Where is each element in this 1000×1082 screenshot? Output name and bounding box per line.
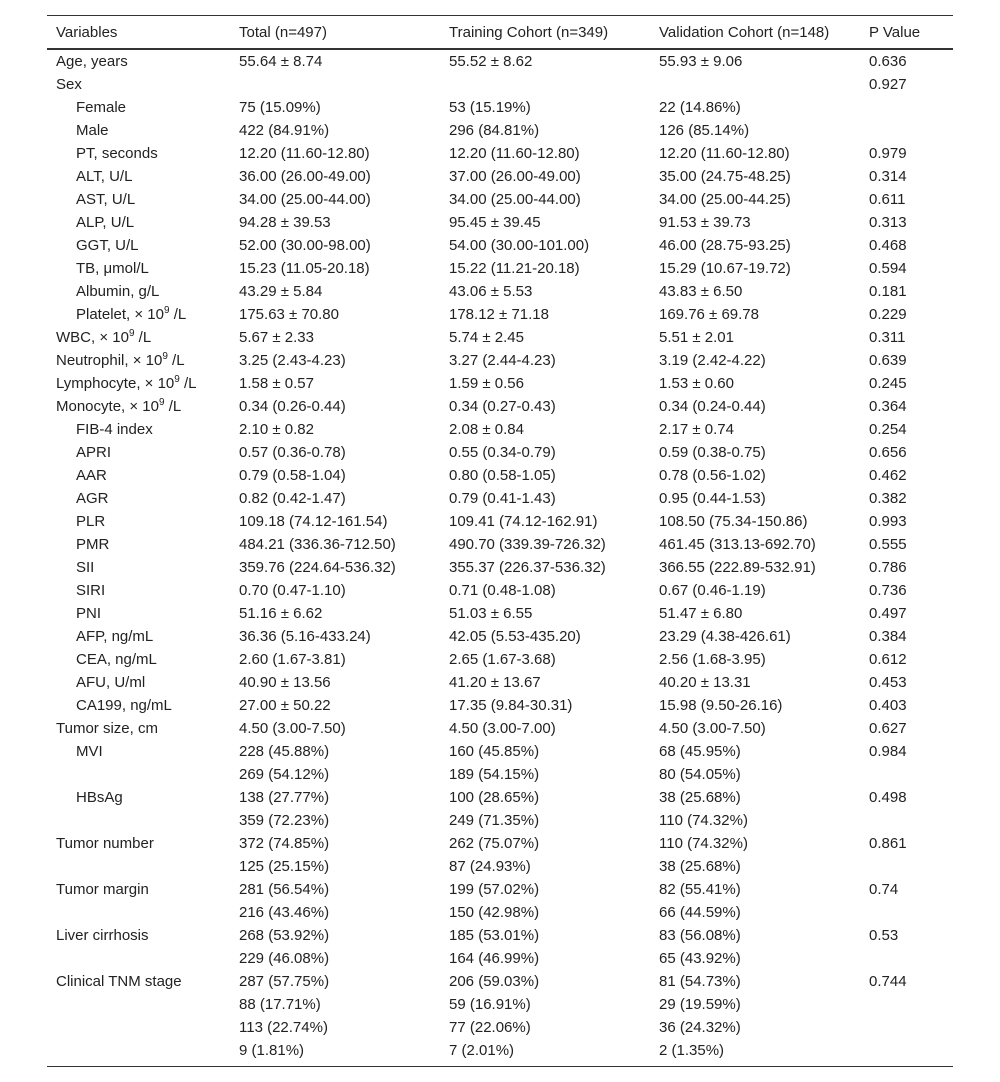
validation-cell: 2 (1.35%) [659, 1042, 725, 1059]
table-row [47, 234, 953, 257]
table-row [47, 257, 953, 280]
total-cell: 287 (57.75%) [239, 973, 330, 990]
training-cell: 54.00 (30.00-101.00) [449, 237, 590, 254]
validation-cell: 22 (14.86%) [659, 99, 741, 116]
variable-label: PMR [76, 536, 110, 553]
table-row [47, 142, 953, 165]
total-cell: 36.36 (5.16-433.24) [239, 628, 371, 645]
validation-cell: 461.45 (313.13-692.70) [659, 536, 816, 553]
variable-exponent: 9 [163, 305, 170, 316]
variable-label: Monocyte, × 10 [56, 398, 159, 415]
table-row [47, 211, 953, 234]
total-cell: 36.00 (26.00-49.00) [239, 168, 371, 185]
table-row [47, 648, 953, 671]
variable-label: Tumor size, cm [56, 720, 158, 737]
training-cell: 2.65 (1.67-3.68) [449, 651, 556, 668]
variable-label: Liver cirrhosis [56, 927, 149, 944]
variable-label: APRI [76, 444, 112, 461]
total-cell: 52.00 (30.00-98.00) [239, 237, 371, 254]
variable-label: Sex [56, 76, 82, 93]
training-cell: 0.55 (0.34-0.79) [449, 444, 556, 461]
training-cell: 164 (46.99%) [449, 950, 540, 967]
validation-cell: 55.93 ± 9.06 [659, 53, 743, 70]
training-cell: 95.45 ± 39.45 [449, 214, 541, 231]
variable-cell [47, 142, 239, 165]
table-header-row [47, 16, 953, 50]
training-cell: 0.79 (0.41-1.43) [449, 490, 556, 507]
training-cell: 43.06 ± 5.53 [449, 283, 533, 300]
p-value-cell: 0.636 [869, 53, 907, 70]
p-value-cell: 0.384 [869, 628, 907, 645]
training-cell: 5.74 ± 2.45 [449, 329, 524, 346]
training-cell: 15.22 (11.21-20.18) [449, 260, 580, 277]
validation-cell: 0.59 (0.38-0.75) [659, 444, 766, 461]
training-cell: 51.03 ± 6.55 [449, 605, 533, 622]
table-row [47, 809, 953, 832]
table-row [47, 349, 953, 372]
total-cell: 229 (46.08%) [239, 950, 330, 967]
total-cell: 216 (43.46%) [239, 904, 330, 921]
header-validation-cohort: Validation Cohort (n=148) [659, 23, 830, 41]
total-cell: 125 (25.15%) [239, 858, 330, 875]
table-row [47, 993, 953, 1016]
table-row [47, 786, 953, 809]
p-value-cell: 0.364 [869, 398, 907, 415]
variable-cell [47, 671, 239, 694]
total-cell: 3.25 (2.43-4.23) [239, 352, 346, 369]
table-row [47, 96, 953, 119]
table-body [47, 50, 953, 1062]
training-cell: 55.52 ± 8.62 [449, 53, 533, 70]
table-row [47, 602, 953, 625]
header-training-cohort: Training Cohort (n=349) [449, 23, 609, 41]
training-cell: 41.20 ± 13.67 [449, 674, 541, 691]
validation-cell: 12.20 (11.60-12.80) [659, 145, 790, 162]
training-cell: 189 (54.15%) [449, 766, 540, 783]
validation-cell: 0.34 (0.24-0.44) [659, 398, 766, 415]
variable-cell [47, 464, 239, 487]
p-value-cell: 0.468 [869, 237, 907, 254]
variable-label: Female [76, 99, 127, 116]
training-cell: 0.71 (0.48-1.08) [449, 582, 556, 599]
training-cell: 178.12 ± 71.18 [449, 306, 549, 323]
validation-cell: 29 (19.59%) [659, 996, 741, 1013]
table-row [47, 740, 953, 763]
p-value-cell: 0.462 [869, 467, 907, 484]
validation-cell: 81 (54.73%) [659, 973, 741, 990]
variable-cell [47, 694, 239, 717]
validation-cell: 65 (43.92%) [659, 950, 741, 967]
table-row [47, 878, 953, 901]
validation-cell: 0.95 (0.44-1.53) [659, 490, 766, 507]
training-cell: 249 (71.35%) [449, 812, 540, 829]
total-cell: 1.58 ± 0.57 [239, 375, 314, 392]
table-row [47, 395, 953, 418]
p-value-cell: 0.74 [869, 881, 899, 898]
variable-exponent: 9 [162, 351, 168, 362]
variable-cell [47, 165, 239, 188]
table-row [47, 1039, 953, 1062]
training-cell: 77 (22.06%) [449, 1019, 531, 1036]
variable-cell [47, 372, 239, 395]
table-row [47, 763, 953, 786]
p-value-cell: 0.656 [869, 444, 907, 461]
validation-cell: 0.67 (0.46-1.19) [659, 582, 766, 599]
variable-cell [47, 510, 239, 533]
variable-label: AGR [76, 490, 109, 507]
table-row [47, 970, 953, 993]
total-cell: 15.23 (11.05-20.18) [239, 260, 370, 277]
variable-unit: /L [179, 375, 197, 392]
variable-unit: /L [169, 306, 187, 323]
variable-cell [47, 579, 239, 602]
variable-label: Clinical TNM stage [56, 973, 182, 990]
table-row [47, 303, 953, 326]
variable-exponent: 9 [158, 397, 165, 408]
table-row [47, 464, 953, 487]
total-cell: 269 (54.12%) [239, 766, 330, 783]
training-cell: 87 (24.93%) [449, 858, 531, 875]
table-row [47, 73, 953, 96]
p-value-cell: 0.594 [869, 260, 907, 277]
p-value-cell: 0.53 [869, 927, 899, 944]
header-variables: Variables [56, 23, 118, 41]
training-cell: 109.41 (74.12-162.91) [449, 513, 598, 530]
variable-cell [47, 786, 239, 809]
validation-cell: 15.98 (9.50-26.16) [659, 697, 783, 714]
validation-cell: 0.78 (0.56-1.02) [659, 467, 766, 484]
variable-cell [47, 441, 239, 464]
variable-cell [47, 740, 239, 763]
variable-cell [47, 878, 239, 901]
total-cell: 228 (45.88%) [239, 743, 330, 760]
variable-label: GGT, U/L [76, 237, 139, 254]
variable-label: Tumor margin [56, 881, 149, 898]
variable-label: PNI [76, 605, 102, 622]
total-cell: 484.21 (336.36-712.50) [239, 536, 396, 553]
table-row [47, 579, 953, 602]
training-cell: 17.35 (9.84-30.31) [449, 697, 573, 714]
variable-label: SIRI [76, 582, 106, 599]
variable-label: CA199, ng/mL [76, 697, 172, 714]
total-cell: 43.29 ± 5.84 [239, 283, 323, 300]
training-cell: 296 (84.81%) [449, 122, 540, 139]
header-p-value: P Value [869, 23, 921, 41]
variable-cell [47, 303, 239, 326]
variable-cell [47, 625, 239, 648]
validation-cell: 40.20 ± 13.31 [659, 674, 751, 691]
validation-cell: 1.53 ± 0.60 [659, 375, 734, 392]
total-cell: 5.67 ± 2.33 [239, 329, 314, 346]
total-cell: 372 (74.85%) [239, 835, 330, 852]
variable-cell [47, 326, 239, 349]
variable-label: AFP, ng/mL [76, 628, 154, 645]
variable-cell [47, 119, 239, 142]
validation-cell: 43.83 ± 6.50 [659, 283, 743, 300]
variable-label: HBsAg [76, 789, 123, 806]
table-row [47, 372, 953, 395]
variable-cell [47, 96, 239, 119]
p-value-cell: 0.498 [869, 789, 907, 806]
total-cell: 94.28 ± 39.53 [239, 214, 331, 231]
variable-exponent: 9 [174, 374, 180, 385]
validation-cell: 34.00 (25.00-44.25) [659, 191, 791, 208]
total-cell: 88 (17.71%) [239, 996, 321, 1013]
variable-cell [47, 188, 239, 211]
training-cell: 53 (15.19%) [449, 99, 531, 116]
p-value-cell: 0.736 [869, 582, 907, 599]
validation-cell: 80 (54.05%) [659, 766, 741, 783]
total-cell: 113 (22.74%) [239, 1019, 328, 1036]
validation-cell: 2.17 ± 0.74 [659, 421, 734, 438]
table-row [47, 441, 953, 464]
p-value-cell: 0.927 [869, 76, 907, 93]
validation-cell: 5.51 ± 2.01 [659, 329, 734, 346]
variable-label: Male [76, 122, 109, 139]
table-row [47, 625, 953, 648]
validation-cell: 46.00 (28.75-93.25) [659, 237, 791, 254]
training-cell: 150 (42.98%) [449, 904, 540, 921]
p-value-cell: 0.639 [869, 352, 907, 369]
variable-cell [47, 556, 239, 579]
table-row [47, 326, 953, 349]
variable-label: Age, years [56, 53, 128, 70]
variable-cell [47, 349, 239, 372]
p-value-cell: 0.403 [869, 697, 907, 714]
p-value-cell: 0.181 [869, 283, 907, 300]
total-cell: 4.50 (3.00-7.50) [239, 720, 346, 737]
training-cell: 262 (75.07%) [449, 835, 540, 852]
variable-unit: /L [164, 398, 182, 415]
variable-label: AAR [76, 467, 107, 484]
p-value-cell: 0.314 [869, 168, 907, 185]
baseline-characteristics-table [47, 15, 953, 1067]
p-value-cell: 0.979 [869, 145, 907, 162]
variable-label: ALT, U/L [76, 168, 133, 185]
variable-label: SII [76, 559, 95, 576]
table-row [47, 50, 953, 73]
p-value-cell: 0.627 [869, 720, 907, 737]
total-cell: 40.90 ± 13.56 [239, 674, 331, 691]
training-cell: 7 (2.01%) [449, 1042, 515, 1059]
variable-cell [47, 73, 239, 96]
p-value-cell: 0.497 [869, 605, 907, 622]
training-cell: 100 (28.65%) [449, 789, 540, 806]
total-cell: 0.82 (0.42-1.47) [239, 490, 346, 507]
validation-cell: 110 (74.32%) [659, 835, 748, 852]
validation-cell: 15.29 (10.67-19.72) [659, 260, 791, 277]
training-cell: 42.05 (5.53-435.20) [449, 628, 581, 645]
variable-cell [47, 533, 239, 556]
total-cell: 9 (1.81%) [239, 1042, 305, 1059]
validation-cell: 51.47 ± 6.80 [659, 605, 743, 622]
variable-cell [47, 924, 239, 947]
p-value-cell: 0.611 [869, 191, 906, 208]
p-value-cell: 0.786 [869, 559, 907, 576]
variable-label: AFU, U/ml [76, 674, 146, 691]
validation-cell: 35.00 (24.75-48.25) [659, 168, 791, 185]
table-row [47, 717, 953, 740]
training-cell: 206 (59.03%) [449, 973, 540, 990]
variable-label: PLR [76, 513, 106, 530]
training-cell: 185 (53.01%) [449, 927, 540, 944]
training-cell: 199 (57.02%) [449, 881, 540, 898]
table-row [47, 280, 953, 303]
table-row [47, 556, 953, 579]
validation-cell: 108.50 (75.34-150.86) [659, 513, 808, 530]
p-value-cell: 0.245 [869, 375, 907, 392]
variable-label: ALP, U/L [76, 214, 135, 231]
training-cell: 160 (45.85%) [449, 743, 540, 760]
table-row [47, 165, 953, 188]
table-row [47, 694, 953, 717]
training-cell: 0.34 (0.27-0.43) [449, 398, 556, 415]
p-value-cell: 0.744 [869, 973, 907, 990]
variable-cell [47, 602, 239, 625]
p-value-cell: 0.993 [869, 513, 907, 530]
table-row [47, 671, 953, 694]
total-cell: 175.63 ± 70.80 [239, 306, 339, 323]
variable-cell [47, 280, 239, 303]
training-cell: 59 (16.91%) [449, 996, 531, 1013]
total-cell: 0.70 (0.47-1.10) [239, 582, 346, 599]
total-cell: 2.10 ± 0.82 [239, 421, 314, 438]
validation-cell: 4.50 (3.00-7.50) [659, 720, 766, 737]
variable-cell [47, 717, 239, 740]
total-cell: 34.00 (25.00-44.00) [239, 191, 371, 208]
variable-cell [47, 648, 239, 671]
validation-cell: 23.29 (4.38-426.61) [659, 628, 791, 645]
variable-label: CEA, ng/mL [76, 651, 157, 668]
total-cell: 0.34 (0.26-0.44) [239, 398, 346, 415]
validation-cell: 3.19 (2.42-4.22) [659, 352, 766, 369]
training-cell: 4.50 (3.00-7.00) [449, 720, 556, 737]
validation-cell: 110 (74.32%) [659, 812, 748, 829]
training-cell: 12.20 (11.60-12.80) [449, 145, 580, 162]
p-value-cell: 0.311 [869, 329, 906, 346]
header-total: Total (n=497) [239, 23, 327, 41]
validation-cell: 126 (85.14%) [659, 122, 750, 139]
p-value-cell: 0.382 [869, 490, 907, 507]
p-value-cell: 0.313 [869, 214, 907, 231]
training-cell: 490.70 (339.39-726.32) [449, 536, 606, 553]
training-cell: 1.59 ± 0.56 [449, 375, 524, 392]
variable-label: WBC, × 10 [56, 329, 129, 346]
total-cell: 27.00 ± 50.22 [239, 697, 331, 714]
variable-cell [47, 211, 239, 234]
total-cell: 12.20 (11.60-12.80) [239, 145, 370, 162]
total-cell: 268 (53.92%) [239, 927, 330, 944]
table-row [47, 855, 953, 878]
validation-cell: 36 (24.32%) [659, 1019, 741, 1036]
validation-cell: 82 (55.41%) [659, 881, 741, 898]
table-row [47, 533, 953, 556]
variable-cell [47, 970, 239, 993]
validation-cell: 91.53 ± 39.73 [659, 214, 751, 231]
variable-label: AST, U/L [76, 191, 136, 208]
p-value-cell: 0.612 [869, 651, 907, 668]
p-value-cell: 0.984 [869, 743, 907, 760]
total-cell: 359.76 (224.64-536.32) [239, 559, 396, 576]
table-row [47, 1016, 953, 1039]
variable-label: FIB-4 index [76, 421, 153, 438]
total-cell: 422 (84.91%) [239, 122, 330, 139]
total-cell: 109.18 (74.12-161.54) [239, 513, 388, 530]
variable-label: PT, seconds [76, 145, 158, 162]
training-cell: 34.00 (25.00-44.00) [449, 191, 581, 208]
total-cell: 75 (15.09%) [239, 99, 321, 116]
total-cell: 138 (27.77%) [239, 789, 330, 806]
total-cell: 0.57 (0.36-0.78) [239, 444, 346, 461]
p-value-cell: 0.229 [869, 306, 907, 323]
p-value-cell: 0.555 [869, 536, 907, 553]
total-cell: 2.60 (1.67-3.81) [239, 651, 346, 668]
total-cell: 281 (56.54%) [239, 881, 330, 898]
variable-cell [47, 50, 239, 73]
table-row [47, 119, 953, 142]
training-cell: 355.37 (226.37-536.32) [449, 559, 606, 576]
table-row [47, 901, 953, 924]
variable-cell [47, 257, 239, 280]
table-row [47, 418, 953, 441]
total-cell: 55.64 ± 8.74 [239, 53, 323, 70]
variable-label: Tumor number [56, 835, 154, 852]
total-cell: 51.16 ± 6.62 [239, 605, 323, 622]
variable-label: MVI [76, 743, 103, 760]
variable-cell [47, 395, 239, 418]
training-cell: 3.27 (2.44-4.23) [449, 352, 556, 369]
validation-cell: 169.76 ± 69.78 [659, 306, 759, 323]
variable-label: Platelet, × 10 [76, 306, 164, 323]
p-value-cell: 0.861 [869, 835, 907, 852]
variable-cell [47, 418, 239, 441]
p-value-cell: 0.453 [869, 674, 907, 691]
training-cell: 0.80 (0.58-1.05) [449, 467, 556, 484]
variable-label: TB, μmol/L [76, 260, 149, 277]
validation-cell: 366.55 (222.89-532.91) [659, 559, 816, 576]
variable-cell [47, 234, 239, 257]
variable-unit: /L [134, 329, 152, 346]
variable-cell [47, 832, 239, 855]
validation-cell: 38 (25.68%) [659, 789, 741, 806]
validation-cell: 2.56 (1.68-3.95) [659, 651, 766, 668]
validation-cell: 83 (56.08%) [659, 927, 741, 944]
table-row [47, 947, 953, 970]
total-cell: 359 (72.23%) [239, 812, 330, 829]
variable-exponent: 9 [128, 328, 135, 339]
p-value-cell: 0.254 [869, 421, 907, 438]
training-cell: 2.08 ± 0.84 [449, 421, 524, 438]
variable-unit: /L [167, 352, 185, 369]
validation-cell: 66 (44.59%) [659, 904, 741, 921]
table-row [47, 924, 953, 947]
table-row [47, 510, 953, 533]
table-row [47, 487, 953, 510]
validation-cell: 68 (45.95%) [659, 743, 741, 760]
training-cell: 37.00 (26.00-49.00) [449, 168, 581, 185]
total-cell: 0.79 (0.58-1.04) [239, 467, 346, 484]
variable-label: Neutrophil, × 10 [56, 352, 163, 369]
variable-label: Albumin, g/L [76, 283, 160, 300]
variable-label: Lymphocyte, × 10 [56, 375, 175, 392]
table-row [47, 832, 953, 855]
table-bottom-rule [47, 1066, 953, 1067]
validation-cell: 38 (25.68%) [659, 858, 741, 875]
table-row [47, 188, 953, 211]
variable-cell [47, 487, 239, 510]
